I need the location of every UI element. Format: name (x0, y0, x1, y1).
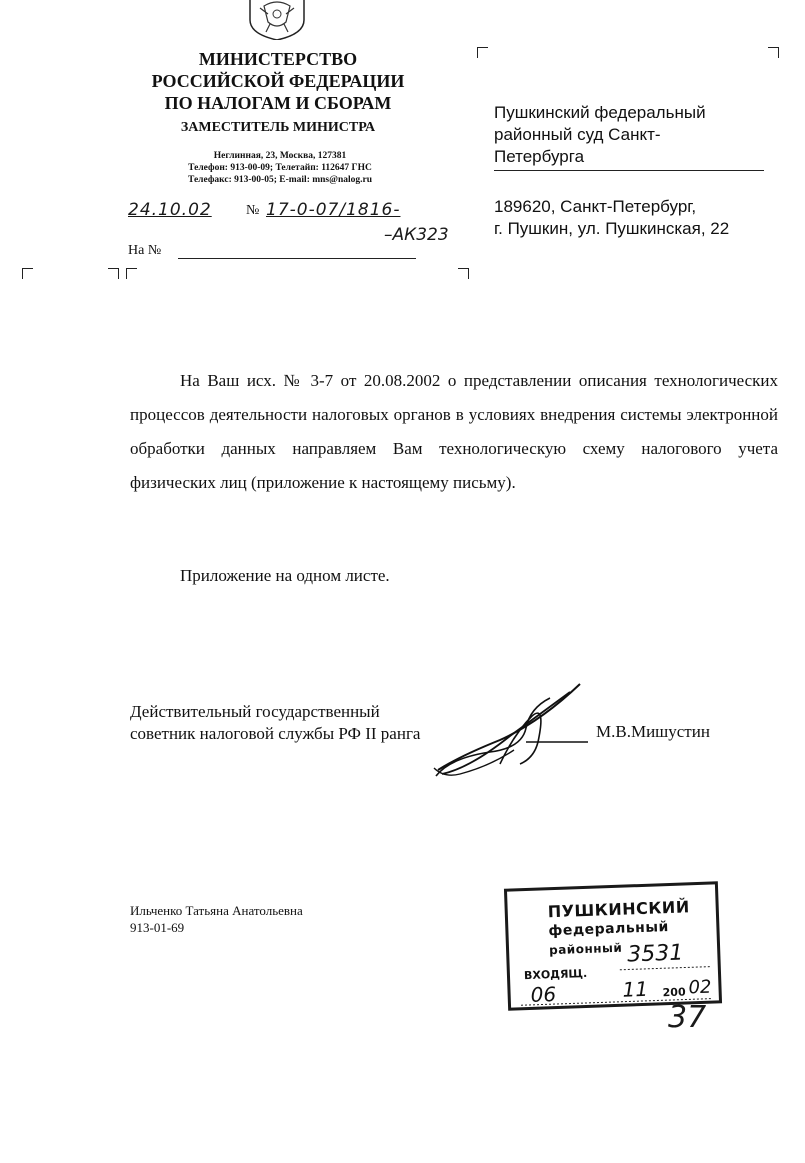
signatory-title-line: Действительный государственный (130, 702, 380, 721)
recipient-underline (494, 170, 764, 171)
corner-mark (126, 268, 137, 279)
recipient-line: районный суд Санкт- (494, 125, 661, 144)
address-line: г. Пушкин, ул. Пушкинская, 22 (494, 219, 730, 238)
registration-date: 24.10.02 (128, 200, 212, 220)
registration-mark-text: АК323 (392, 225, 449, 245)
performer-info (130, 902, 303, 936)
recipient-block (494, 102, 764, 168)
stamp-underlines (507, 884, 719, 1007)
recipient-line: Петербурга (494, 147, 585, 166)
corner-mark (458, 268, 469, 279)
letter-body: На Ваш исх. № 3-7 от 20.08.2002 о представлении описания технологических процессов деятельности налоговых органов в условиях внедрения системы электронной обработки данных направляем Вам технологическую схему налогового учета физических лиц (приложение к настоящему письму). (130, 371, 778, 492)
recipient-line: Пушкинский федеральный (494, 103, 706, 122)
contact-block (150, 150, 410, 186)
position-title: ЗАМЕСТИТЕЛЬ МИНИСТРА (180, 120, 376, 135)
stamp-year-prefix: 200 (662, 985, 686, 1000)
stamp-line: районный (548, 940, 623, 958)
registration-number: 17-0-07/1816- (266, 200, 401, 220)
stamp-month: 11 (622, 976, 649, 1002)
stamp-line: ПУШКИНСКИЙ (547, 897, 690, 922)
contact-phones: Телефон: 913-00-09; Телетайп: 112647 ГНС (188, 163, 372, 173)
performer-name: Ильченко Татьяна Анатольевна (130, 903, 303, 918)
contact-fax-email: Телефакс: 913-00-05; E-mail: mns@nalog.ru (187, 175, 373, 185)
handwritten-signature (430, 678, 590, 782)
stamp-incoming-label: ВХОДЯЩ. (523, 966, 588, 983)
address-line: 189620, Санкт-Петербург, (494, 197, 697, 216)
ministry-line: РОССИЙСКОЙ ФЕДЕРАЦИИ (151, 71, 405, 91)
coat-of-arms-emblem (246, 0, 308, 40)
signatory-title-line: советник налоговой службы РФ II ранга (130, 724, 421, 743)
stamp-day: 06 (530, 982, 557, 1007)
ministry-line: МИНИСТЕРСТВО (198, 49, 358, 69)
reference-label: На № (128, 243, 162, 258)
registration-number-label: № (246, 203, 260, 218)
court-intake-stamp (504, 881, 722, 1010)
stamp-year: 02 (688, 976, 712, 999)
attachment-note: Приложение на одном листе. (180, 566, 390, 585)
reference-line (178, 258, 416, 259)
handwritten-mark: 37 (668, 1000, 707, 1035)
ministry-name (120, 48, 436, 114)
contact-address: Неглинная, 23, Москва, 127381 (213, 151, 347, 161)
corner-mark (22, 268, 33, 279)
corner-mark (477, 47, 488, 58)
performer-phone: 913-01-69 (130, 920, 185, 935)
ministry-line: ПО НАЛОГАМ И СБОРАМ (164, 93, 392, 113)
corner-mark (108, 268, 119, 279)
signatory-name: М.В.Мишустин (596, 722, 710, 741)
corner-mark (768, 47, 779, 58)
stamp-line: федеральный (548, 919, 670, 940)
registration-mark: –АК323 (384, 225, 449, 245)
recipient-address (494, 196, 794, 240)
stamp-number: 3531 (626, 940, 684, 968)
signatory-title (130, 701, 420, 745)
